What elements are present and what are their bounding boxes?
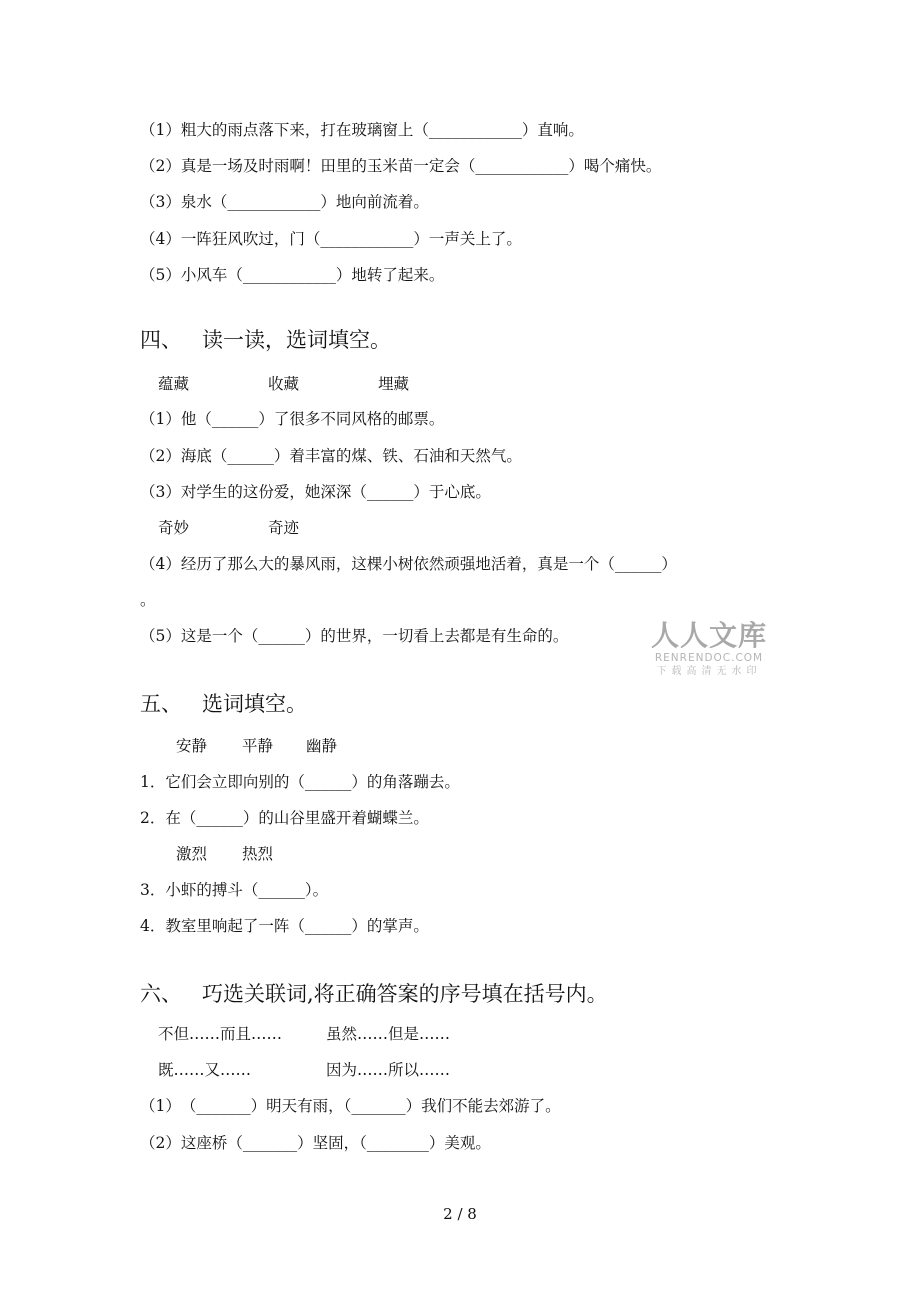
word-option: 激烈 <box>176 845 208 863</box>
watermark-subtitle: 下载高清无水印 <box>656 666 762 677</box>
section6-heading <box>140 980 900 1008</box>
section5-item-2: 2．在（______）的山谷里盛开着蝴蝶兰。 <box>140 809 429 827</box>
section4-item-1: （1）他（______）了很多不同风格的邮票。 <box>140 410 445 428</box>
section3-item-2: （2）真是一场及时雨啊！田里的玉米苗一定会（____________）喝个痛快。 <box>140 157 662 175</box>
conjunction-option: 既……又…… <box>158 1061 252 1079</box>
section5-item-1: 1．它们会立即向别的（______）的角落蹦去。 <box>140 773 460 791</box>
section4-item-5: （5）这是一个（______）的世界，一切看上去都是有生命的。 <box>140 627 569 645</box>
section4-word-bank-b <box>158 518 920 538</box>
section5-number: 五、 <box>140 692 182 716</box>
section3-item-5: （5）小风车（____________）地转了起来。 <box>140 266 445 284</box>
section5-item-4: 4．教室里响起了一阵（______）的掌声。 <box>140 917 429 935</box>
section4-number: 四、 <box>140 328 182 352</box>
section6-conjunctions-row-1 <box>158 1024 920 1044</box>
section3-item-4: （4）一阵狂风吹过，门（____________）一声关上了。 <box>140 230 522 248</box>
word-option: 收藏 <box>268 375 300 393</box>
word-option: 奇妙 <box>158 519 190 537</box>
page-number: 2 / 8 <box>443 1205 477 1223</box>
section4-item-2: （2）海底（______）着丰富的煤、铁、石油和天然气。 <box>140 447 522 465</box>
section5-word-bank-b <box>176 844 920 864</box>
watermark-url: RENRENDOC.COM <box>654 652 764 664</box>
section6-number: 六、 <box>140 982 182 1006</box>
section6-conjunctions-row-2 <box>158 1060 920 1080</box>
word-option: 蕴藏 <box>158 375 190 393</box>
word-option: 埋藏 <box>378 375 410 393</box>
section3-item-1: （1）粗大的雨点落下来，打在玻璃窗上（____________）直响。 <box>140 121 584 139</box>
word-option: 幽静 <box>306 737 338 755</box>
conjunction-option: 虽然……但是…… <box>326 1025 451 1043</box>
section6-title: 巧选关联词,将正确答案的序号填在括号内。 <box>202 982 608 1006</box>
word-option: 奇迹 <box>268 519 300 537</box>
conjunction-option: 不但……而且…… <box>158 1025 283 1043</box>
conjunction-option: 因为……所以…… <box>326 1061 451 1079</box>
section4-item-4-continuation: 。 <box>140 591 156 609</box>
section4-title: 读一读，选词填空。 <box>202 328 391 352</box>
section4-item-3: （3）对学生的这份爱，她深深（______）于心底。 <box>140 483 491 501</box>
section5-heading <box>140 690 900 718</box>
section4-word-bank-a <box>158 374 920 394</box>
word-option: 热烈 <box>242 845 274 863</box>
watermark-title: 人人文库 <box>650 619 767 652</box>
section5-word-bank-a <box>176 736 920 756</box>
section3-item-3: （3）泉水（____________）地向前流着。 <box>140 193 429 211</box>
word-option: 平静 <box>242 737 274 755</box>
section5-title: 选词填空。 <box>202 692 307 716</box>
section6-item-2: （2）这座桥（_______）坚固，（________）美观。 <box>140 1134 491 1152</box>
section5-item-3: 3．小虾的搏斗（______）。 <box>140 881 329 899</box>
section4-item-4: （4）经历了那么大的暴风雨，这棵小树依然顽强地活着，真是一个（______） <box>140 555 677 573</box>
renrendoc-watermark <box>646 620 772 678</box>
word-option: 安静 <box>176 737 208 755</box>
section6-item-1: （1） （_______）明天有雨，（_______）我们不能去郊游了。 <box>140 1097 561 1115</box>
section4-heading <box>140 326 900 354</box>
